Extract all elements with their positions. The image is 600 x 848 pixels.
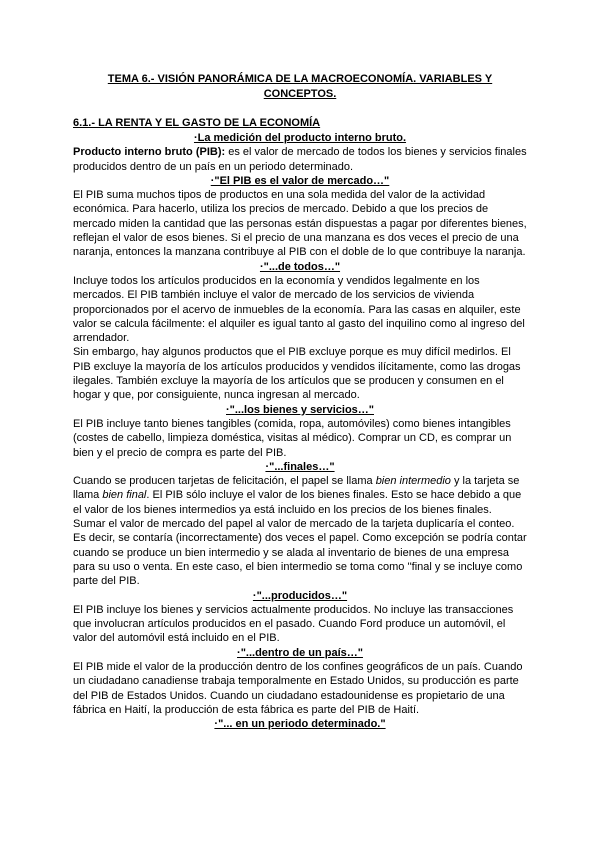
subheading-medicion: ·La medición del producto interno bruto. — [193, 132, 407, 144]
section-heading: 6.1.- LA RENTA Y EL GASTO DE LA ECONOMÍA — [73, 117, 321, 129]
term-bien-intermedio: bien intermedio — [375, 475, 451, 488]
paragraph-de-todos-1: Incluye todos los artículos producidos en la economía y vendidos legalmente en los mercados. El PIB también incluye el valor de mercado de los servicios de vivienda proporcionados por el acervo de inmuebles de la economía. Para las casas en alquiler, este valor se calcula fácilmente: el alquiler es igual tanto al gasto del inquilino como al ingreso del arrendador. — [73, 274, 525, 345]
finales-text-c: . El PIB sólo incluye el valor de los bienes finales. Esto se hace debido a que el valor de los bienes intermedios ya está incluido en los precios de los bienes finales. Sumar el valor de mercado del papel al valor de mercado de la tarjeta duplicaría el conteo. Es decir, se contaría (incorrectamente) dos veces el papel. Como excepción se podría contar cuando se produce un bien intermedio y se alada al inventario de bienes de una empresa para su uso o venta. En este caso, el bien intermedio se toma como ''final y se incluye como parte del PIB. — [73, 489, 527, 588]
subheading-de-todos: ·"...de todos…" — [259, 260, 341, 273]
subheading-producidos: ·"...producidos…" — [252, 589, 348, 602]
subheading-dentro-pais: ·"...dentro de un país…" — [237, 646, 363, 659]
subheading-bienes-servicios: ·"...los bienes y servicios…" — [226, 403, 374, 416]
definition-text: es el valor de mercado de todos los bienes y servicios finales producidos dentro de un país en un periodo determinado. — [73, 146, 527, 173]
paragraph-de-todos-2: Sin embargo, hay algunos productos que el PIB excluye porque es muy difícil medirlos. El PIB excluye la mayoría de los artículos producidos y vendidos ilícitamente, como las drogas ilegales. También excluye la mayoría de los artículos que se producen y consumen en el hogar y que, por consiguiente, nunca ingresan al mercado. — [73, 346, 521, 402]
subheading-valor-mercado: ·"El PIB es el valor de mercado…" — [210, 174, 390, 187]
document-title: TEMA 6.- VISIÓN PANORÁMICA DE LA MACROECONOMÍA. VARIABLES Y CONCEPTOS. — [107, 73, 493, 100]
paragraph-definicion — [73, 145, 527, 174]
finales-text-a: Cuando se producen tarjetas de felicitación, el papel se llama — [73, 475, 376, 488]
paragraph-valor-mercado: El PIB suma muchos tipos de productos en una sola medida del valor de la actividad económica. Para hacerlo, utiliza los precios de mercado. Debido a que los precios de mercado miden la cantidad que las personas están dispuestas a pagar por diferentes bienes, reflejan el valor de esos bienes. Si el precio de una manzana es dos veces el precio de una naranja, entonces la manzana contribuye al PIB con el doble de lo que contribuye la naranja. — [73, 189, 527, 259]
paragraph-bienes-servicios: El PIB incluye tanto bienes tangibles (comida, ropa, automóviles) como bienes intangibles (costes de cabello, limpieza doméstica, visitas al médico). Comprar un CD, es comprar un bien y el precio de compra es parte del PIB. — [73, 417, 512, 459]
paragraph-finales — [73, 474, 527, 588]
paragraph-dentro-pais: El PIB mide el valor de la producción dentro de los confines geográficos de un país. Cuando un ciudadano canadiense trabaja temporalmente en Estado Unidos, su producción es parte del PIB de Estados Unidos. Cuando un ciudadano estadounidense es propietario de una fábrica en Haití, la producción de esta fábrica es parte del PIB de Haití. — [73, 660, 523, 716]
definition-term: Producto interno bruto (PIB): — [73, 146, 226, 159]
finales-text-b: y la tarjeta se llama — [73, 475, 520, 502]
subheading-periodo: ·"... en un periodo determinado." — [214, 718, 386, 731]
paragraph-producidos: El PIB incluye los bienes y servicios actualmente producidos. No incluye las transacciones que involucran artículos producidos en el pasado. Cuando Ford produce un automóvil, el valor del automóvil está incluido en el PIB. — [73, 603, 514, 645]
subheading-finales: ·"...finales…" — [265, 460, 335, 473]
term-bien-final: bien final — [102, 489, 147, 502]
